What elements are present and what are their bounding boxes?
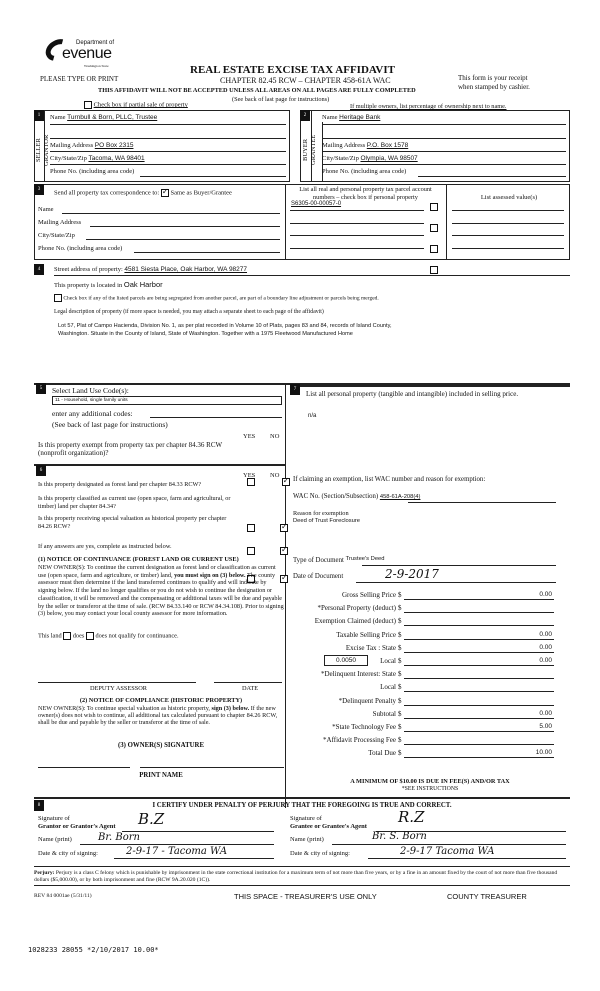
fee-label: *State Technology Fee (332, 723, 396, 731)
multiple-owners-note: If multiple owners, list percentage of ownership next to name. (350, 103, 507, 110)
buyer-city-row: City/State/Zip Olympia, WA 98507 (322, 155, 418, 162)
fee-amount-line (404, 639, 554, 640)
dollar-sign: $ (398, 709, 402, 718)
question-yes-checkbox[interactable] (247, 547, 255, 555)
personal-property-checkbox[interactable] (430, 245, 438, 253)
fee-label: *Affidavit Processing Fee (323, 736, 396, 745)
grantee-name-label: Name (print) (290, 836, 324, 843)
buyer-city-value[interactable]: Olympia, WA 98507 (360, 155, 418, 162)
corr-phone-field[interactable] (134, 252, 280, 253)
dollar-sign: $ (398, 736, 402, 745)
personal-property-checkbox[interactable] (430, 203, 438, 211)
notice2-body: NEW OWNER(S): To continue special valuation as historic property, sign (3) below. If the new owner(s) does not wish to continue, all additional tax calculated pursuant to chapter 84.26 RCW, shall be due and payable by the seller or transferor at the time of sale. (38, 705, 278, 726)
form-revision: REV 84 0001ae (5/31/11) (34, 893, 92, 899)
fee-amount-line (404, 757, 554, 758)
parcel-row (0, 25, 600, 33)
see-instructions: *SEE INSTRUCTIONS (401, 786, 459, 792)
notice2-title: (2) NOTICE OF COMPLIANCE (HISTORIC PROPERTY) (79, 697, 243, 704)
fee-amount-line (404, 678, 554, 679)
notice1-title: (1) NOTICE OF CONTINUANCE (FOREST LAND OR CURRENT USE) (38, 556, 239, 563)
reason-value[interactable]: Deed of Trust Foreclosure (293, 518, 361, 524)
land-use-value: 11 - Household, single family units (55, 398, 128, 403)
personal-property-checkbox[interactable] (430, 224, 438, 232)
fee-amount[interactable]: 0.00 (539, 591, 552, 598)
located-value[interactable]: Oak Harbor (123, 280, 163, 289)
deputy-assessor-label: DEPUTY ASSESSOR (90, 685, 147, 692)
fee-label: *Delinquent Penalty (338, 696, 396, 705)
corr-name-field[interactable] (62, 213, 280, 214)
parcel-row (0, 8, 600, 16)
reason-label: Reason for exemption (293, 510, 349, 517)
parcel-number-line (290, 248, 424, 249)
parcel-number-line (290, 223, 424, 224)
grantee-name-print[interactable]: Br. S. Born (372, 831, 427, 842)
fee-amount[interactable]: 0.00 (539, 643, 552, 651)
legal-description-1[interactable]: Lot 57, Plat of Campo Hacienda, Division No. 1, as per plat recorded in Volume 10 of Plats, pages 83 and 84, records of Island County, (58, 323, 392, 329)
fee-amount-line (404, 599, 554, 600)
parcel-header: List all real and personal property tax parcel account numbers – check box if personal property (299, 186, 432, 201)
fee-amount-line (404, 652, 554, 653)
parcel-number[interactable]: S6305-00-00057-0 (291, 201, 342, 207)
fee-amount[interactable]: 5.00 (539, 723, 552, 730)
fee-amount-line (404, 718, 554, 719)
fee-row (290, 736, 560, 747)
no-header-6: NO (270, 472, 280, 479)
question-no-checkbox[interactable] (280, 524, 288, 532)
notice1-body: NEW OWNER(S): To continue the current designation as forest land or classification as current use (open space, farm and agriculture, or timber) land, you must sign on (3) below. The county assessor must then determine if the land transferred continues to qualify and will indicate by signing below. If the land no longer qualifies or you do not wish to continue the designation or classification, it will be removed and the compensating or additional taxes will be due and payable by the seller or transferor at the time of sale. (RCW 84.33.140 or RCW 84.34.108). Prior to signing (3) below, you may contact your local county assessor for more information. (38, 564, 284, 618)
fee-row (290, 644, 560, 655)
grantor-date-label: Date & city of signing: (38, 850, 98, 857)
wac-row: WAC No. (Section/Subsection) 458-61A-208(4) (293, 493, 421, 500)
see-back: (See back of last page for instructions) (232, 96, 330, 103)
grantee-date-label: Date & city of signing: (290, 850, 350, 857)
question-no-checkbox[interactable] (280, 547, 288, 555)
question-text: Is this property receiving special valuation as historical property per chapter 84.26 RCW? (38, 515, 227, 530)
fee-label: Subtotal (372, 709, 396, 718)
dollar-sign: $ (398, 723, 402, 731)
fee-row (290, 683, 560, 694)
section-7-badge: 7 (290, 384, 300, 395)
doc-type-value[interactable]: Trustee's Deed (345, 556, 385, 562)
segregated-checkbox[interactable] (54, 294, 62, 302)
fee-row (290, 723, 560, 734)
continuance-row: This land does does not qualify for continuance. (38, 632, 179, 640)
treasurer-use-only: THIS SPACE - TREASURER'S USE ONLY (234, 892, 377, 901)
corr-phone-row: Phone No. (including area code) (38, 245, 123, 252)
seller-phone-field[interactable] (140, 176, 286, 177)
dollar-sign: $ (398, 749, 402, 758)
send-correspondence-row: Send all property tax correspondence to: ✓ Same as Buyer/Grantee (54, 189, 232, 197)
grantor-name-label: Name (print) (38, 836, 72, 843)
question-text: Is this property designated as forest land per chapter 84.33 RCW? (38, 481, 202, 488)
does-not-qualify-checkbox[interactable] (86, 632, 94, 640)
dollar-sign: $ (398, 604, 402, 613)
no-header-5: NO (270, 433, 280, 440)
form-title: REAL ESTATE EXCISE TAX AFFIDAVIT (190, 64, 395, 76)
perjury-notice: Perjury: Perjury is a class C felony which is punishable by imprisonment in the state correctional institution for a maximum term of not more than five years, or by a fine in an amount fixed by the court of not more than five thousand dollars ($5,000.00), or by both imprisonment and fine (RCW 9A.20.020 (1C)). (34, 870, 570, 886)
question-text: Is this property classified as current use (open space, farm and agricultural, or timber) land per chapter 84.34? (38, 495, 231, 510)
buyer-name-row: Name Heritage Bank (322, 114, 381, 121)
seller-label: SELLER GRANTOR (35, 134, 50, 166)
seller-city-value[interactable]: Tacoma, WA 98401 (88, 155, 145, 162)
fee-row (290, 631, 560, 642)
corr-city-row: City/State/Zip (38, 232, 75, 239)
dollar-sign: $ (398, 617, 402, 626)
fee-row (290, 710, 560, 721)
buyer-label: BUYER GRANTEE (302, 134, 317, 166)
buyer-phone-field[interactable] (418, 176, 566, 177)
grantor-sig-label-1: Signature of (38, 815, 70, 822)
fee-label: Total Due (368, 749, 396, 758)
form-warning: THIS AFFIDAVIT WILL NOT BE ACCEPTED UNLESS ALL AREAS ON ALL PAGES ARE FULLY COMPLETED (98, 87, 416, 94)
question-yes-checkbox[interactable] (247, 524, 255, 532)
doc-date-value[interactable]: 2-9-2017 (385, 567, 439, 581)
yes-header-5: YES (243, 433, 256, 440)
grantor-signature[interactable]: B.Z (138, 810, 165, 828)
grantee-sig-label-2: Grantee or Grantee's Agent (290, 823, 367, 830)
seller-mailing-value[interactable]: PO Box 2315 (94, 142, 134, 149)
exempt-question: Is this property exempt from property tax per chapter 84.36 RCW (nonprofit organization)? (38, 441, 222, 457)
if-yes-note: If any answers are yes, complete as instructed below. (38, 543, 172, 550)
fee-amount-line (404, 731, 554, 732)
seller-phone-row: Phone No. (including area code) (50, 168, 135, 175)
fee-row (290, 604, 560, 615)
fee-label: Gross Selling Price (341, 591, 396, 599)
dollar-sign: $ (398, 670, 402, 679)
assessor-date-line[interactable] (214, 682, 282, 683)
fee-amount-line (404, 691, 554, 692)
located-row: This property is located in Oak Harbor (54, 280, 163, 289)
exemption-heading: If claiming an exemption, list WAC number and reason for exemption: (293, 476, 486, 483)
parcel-row (0, 17, 600, 25)
grantee-signature[interactable]: R.Z (398, 808, 425, 826)
section-2-badge: 2 (300, 110, 310, 121)
assessed-header: List assessed value(s) (480, 194, 538, 201)
dor-logo (42, 38, 132, 74)
assessed-value-field[interactable] (452, 223, 564, 224)
wac-value[interactable]: 458-61A-208(4) (379, 494, 421, 500)
legal-label: Legal description of property (if more space is needed, you may attach a separate sheet to each page of the affidavit) (54, 309, 324, 315)
fee-row (290, 670, 560, 681)
fee-amount-line (404, 625, 554, 626)
dollar-sign: $ (398, 683, 402, 692)
personal-property-label: List all personal property (tangible and intangible) included in selling price. (306, 390, 519, 398)
dollar-sign: $ (398, 643, 402, 652)
exempt-no-checkbox[interactable] (282, 478, 290, 486)
dollar-sign: $ (398, 657, 402, 665)
street-address-row: Street address of property: 4581 Siesta Place, Oak Harbor, WA 98277 (54, 266, 248, 273)
fee-row (290, 591, 560, 602)
partial-sale[interactable] (84, 101, 188, 109)
seller-mailing-row: Mailing Address PO Box 2315 (50, 142, 134, 149)
partial-sale-checkbox[interactable] (84, 101, 92, 109)
fee-amount[interactable]: 0.00 (539, 630, 552, 638)
legal-description-2[interactable]: Washington. Situate in the County of Island, State of Washington. Together with a 1975 Fleetwood Manufactured Home (58, 331, 353, 337)
land-use-label: Select Land Use Code(s): (52, 386, 129, 395)
fee-amount-line (404, 612, 554, 613)
buyer-mailing-value[interactable]: P.O. Box 1578 (366, 142, 409, 149)
corr-city-field[interactable] (86, 239, 280, 240)
receipt-note-1: This form is your receipt (458, 74, 528, 82)
minimum-note: A MINIMUM OF $10.00 IS DUE IN FEE(S) AND/OR TAX (350, 778, 510, 785)
fee-label: *Delinquent Interest: State (320, 670, 396, 679)
segregated-row: Check box if any of the listed parcels are being segregated from another parcel, are part of a boundary line adjustment or parcels being merged. (54, 294, 379, 302)
grantee-date-city[interactable]: 2-9-17 Tacoma WA (400, 846, 495, 857)
dollar-sign: $ (398, 696, 402, 705)
owner-signature-line[interactable] (38, 767, 130, 768)
fee-row (290, 697, 560, 708)
county-treasurer: COUNTY TREASURER (447, 892, 527, 901)
fee-row (290, 657, 560, 668)
street-address-value[interactable]: 4581 Siesta Place, Oak Harbor, WA 98277 (124, 266, 248, 273)
same-as-buyer-checkbox[interactable] (161, 189, 169, 197)
fee-label: Local (380, 683, 396, 692)
section-4-badge: 4 (34, 264, 44, 275)
fee-amount[interactable]: 0.00 (539, 709, 552, 717)
personal-property-value[interactable]: n/a (308, 413, 317, 419)
fee-amount-line (404, 705, 554, 706)
section-8-badge: 8 (34, 800, 44, 811)
treasurer-stamp: 1028233 28055 *2/10/2017 10.00* (28, 946, 159, 954)
print-name-label: PRINT NAME (139, 772, 183, 779)
fee-amount-line (404, 744, 554, 745)
deputy-assessor-sig-line[interactable] (38, 682, 196, 683)
assessed-value-field[interactable] (452, 235, 564, 236)
doc-date-row: Date of Document (293, 573, 344, 580)
assessed-value-field[interactable] (452, 248, 564, 249)
doc-type-row: Type of Document Trustee's Deed (293, 556, 385, 564)
exempt-yes-checkbox[interactable] (247, 478, 255, 486)
fee-row (290, 749, 560, 760)
section-6-badge: 6 (36, 465, 46, 476)
local-rate-value: 0.0050 (336, 657, 356, 664)
parcel-number-line (290, 235, 424, 236)
form-chapter: CHAPTER 82.45 RCW – CHAPTER 458-61A WAC (220, 76, 391, 85)
grantee-sig-label-1: Signature of (290, 815, 322, 822)
please-type: PLEASE TYPE OR PRINT (40, 75, 119, 83)
section-5-badge: 5 (36, 383, 46, 394)
section-1-badge: 1 (34, 110, 44, 121)
fee-amount[interactable]: 0.00 (539, 657, 552, 664)
logo-state: Washington State (84, 64, 109, 68)
fee-label: Exemption Claimed (deduct) (314, 617, 396, 626)
parcel-number-line (290, 210, 424, 211)
grantor-sig-label-2: Grantor or Grantor's Agent (38, 823, 116, 830)
grantor-date-city[interactable]: 2-9-17 - Tacoma WA (126, 846, 228, 857)
print-name-line[interactable] (140, 767, 284, 768)
assessed-value-field[interactable] (452, 210, 564, 211)
dollar-sign: $ (398, 591, 402, 599)
grantor-name-print[interactable]: Br. Born (98, 832, 140, 843)
seller-name-row: Name Turnbull & Born, PLLC, Trustee (50, 114, 158, 121)
fee-amount[interactable]: 10.00 (535, 749, 552, 757)
corr-name-row: Name (38, 206, 54, 213)
partial-sale-label: Check box if partial sale of property (93, 101, 188, 109)
logo-name: evenue (62, 45, 112, 62)
logo-dept: Department of (76, 40, 115, 46)
fee-row (290, 617, 560, 628)
seller-city-row: City/State/Zip Tacoma, WA 98401 (50, 155, 145, 162)
corr-mailing-row: Mailing Address (38, 219, 82, 226)
buyer-name-value[interactable]: Heritage Bank (339, 114, 381, 121)
personal-property-checkbox[interactable] (430, 266, 438, 274)
dollar-sign: $ (398, 630, 402, 639)
does-qualify-checkbox[interactable] (63, 632, 71, 640)
land-use-see-back: (See back of last page for instructions) (52, 420, 168, 429)
buyer-phone-row: Phone No. (including area code) (322, 168, 407, 175)
fee-amount-line (404, 665, 554, 666)
certify-statement: I CERTIFY UNDER PENALTY OF PERJURY THAT THE FOREGOING IS TRUE AND CORRECT. (152, 802, 452, 809)
land-use-select[interactable] (52, 396, 282, 405)
additional-codes-label: enter any additional codes: (52, 409, 133, 418)
date-label: DATE (242, 685, 259, 692)
buyer-mailing-row: Mailing Address P.O. Box 1578 (322, 142, 409, 149)
section-3-badge: 3 (34, 184, 44, 195)
corr-mailing-field[interactable] (90, 226, 280, 227)
fee-label: *Personal Property (deduct) (317, 604, 396, 613)
receipt-note-2: when stamped by cashier. (458, 83, 530, 91)
fee-label: Local (380, 657, 396, 665)
yes-header-6: YES (243, 472, 256, 479)
additional-codes-field[interactable] (150, 417, 282, 418)
fee-label: Excise Tax : State (345, 643, 396, 652)
fee-label: Taxable Selling Price (336, 630, 396, 639)
seller-name-value[interactable]: Turnbull & Born, PLLC, Trustee (67, 114, 158, 121)
owner-signature-title: (3) OWNER(S) SIGNATURE (118, 742, 204, 749)
